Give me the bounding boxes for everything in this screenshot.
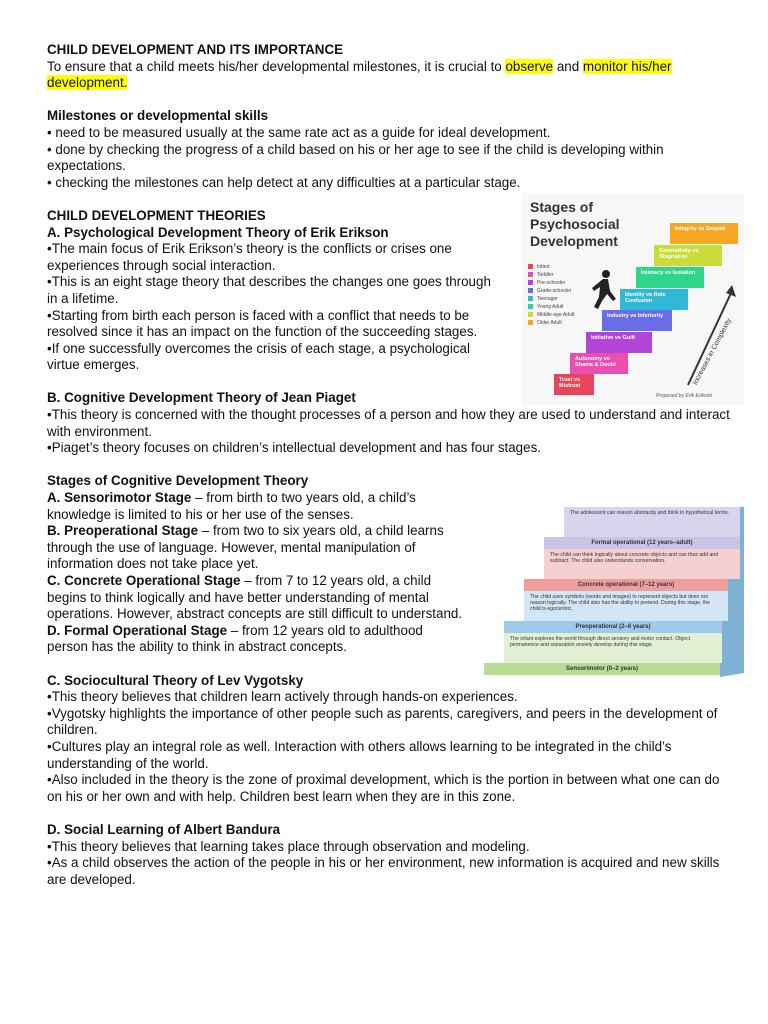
milestone-item: • done by checking the progress of a child based on his or her age to see if the child is developing within expectations. bbox=[47, 141, 664, 174]
step-label: Initiative vs Guilt bbox=[591, 335, 636, 341]
bandura-point: •As a child observes the action of the people in his or her environment, new information is acquired and new skills are developed. bbox=[47, 855, 720, 887]
erikson-point: •If one successfully overcomes the crisis of each stage, a psychological virtue emerges. bbox=[47, 340, 470, 373]
piaget-point: •This theory is concerned with the thought processes of a person and how they are used to understand and interact with environment. bbox=[47, 407, 730, 439]
legend-label: Teenager bbox=[537, 296, 558, 302]
stage-item bbox=[47, 490, 467, 523]
intro-paragraph bbox=[47, 59, 737, 92]
figure-title: Stages of Psychosocial Development bbox=[530, 199, 620, 249]
tier-description: The infant explores the world through direct sensory and motor contact. Object permanence and separation anxiety develop during this stage. bbox=[510, 636, 691, 648]
erikson-heading: A. Psychological Development Theory of Erik Erikson bbox=[47, 224, 389, 240]
legend-swatch bbox=[528, 280, 533, 285]
legend-swatch bbox=[528, 296, 533, 301]
highlight-observe: observe bbox=[505, 58, 554, 74]
stage-tier bbox=[504, 633, 722, 663]
legend-item bbox=[528, 303, 574, 311]
tier-description: The child uses symbols (words and images) to represent objects but does not reason logically. The child also has the ability to pretend. During this stage, the child is egocentric. bbox=[530, 594, 711, 612]
stage-name: D. Formal Operational Stage bbox=[47, 622, 228, 638]
piaget-point: •Piaget’s theory focuses on children’s intellectual development and has four stages. bbox=[47, 440, 541, 456]
climbing-person-icon bbox=[588, 269, 618, 309]
stage-step bbox=[620, 289, 688, 310]
legend-label: Middle-age Adult bbox=[537, 312, 575, 318]
stage-tier bbox=[524, 591, 728, 621]
stage-step bbox=[602, 310, 672, 331]
bandura-heading: D. Social Learning of Albert Bandura bbox=[47, 821, 281, 837]
stage-step bbox=[554, 374, 594, 395]
milestone-item: • checking the milestones can help detect at any difficulties at a particular stage. bbox=[47, 174, 521, 190]
legend-swatch bbox=[528, 264, 533, 269]
vygotsky-point: •This theory believes that children learn actively through hands-on experiences. bbox=[47, 689, 518, 705]
intro-text-mid: and bbox=[553, 58, 583, 74]
legend-swatch bbox=[528, 272, 533, 277]
step-label: Trust vs Mistrust bbox=[559, 377, 581, 389]
tier-label-text: Formal operational (12 years–adult) bbox=[591, 540, 693, 546]
stage-step bbox=[670, 223, 738, 244]
complexity-arrow-icon bbox=[680, 281, 740, 391]
legend-label: Grade-schooler bbox=[537, 288, 572, 294]
stage-name: A. Sensorimotor Stage bbox=[47, 490, 192, 506]
step-label: Identity vs Role Confusion bbox=[625, 292, 666, 304]
legend-item bbox=[528, 287, 574, 295]
stages-heading: Stages of Cognitive Development Theory bbox=[47, 473, 309, 489]
stage-name: C. Concrete Operational Stage bbox=[47, 573, 241, 588]
legend-swatch bbox=[528, 304, 533, 309]
erikson-point: •This is an eight stage theory that describes the changes one goes through in a lifetime. bbox=[47, 274, 491, 306]
stage-item bbox=[47, 523, 467, 573]
vygotsky-heading: C. Sociocultural Theory of Lev Vygotsky bbox=[47, 672, 304, 688]
stage-step bbox=[570, 353, 628, 374]
cognitive-stages-section bbox=[47, 473, 467, 656]
step-label: Intimacy vs Isolation bbox=[641, 270, 696, 276]
legend-label: Toddler bbox=[537, 272, 554, 278]
intro-text: To ensure that a child meets his/her developmental milestones, it is crucial to bbox=[47, 58, 506, 74]
stage-tier bbox=[564, 507, 740, 537]
stage-text: – from birth to two years old, a child’s knowledge is limited to his or her use of the senses. bbox=[47, 490, 416, 522]
erikson-point: •Starting from birth each person is faced with a conflict that needs to be resolved since it has an impact on the function of the succeeding stages. bbox=[47, 307, 478, 340]
complexity-label: Increases in Complexity bbox=[692, 317, 734, 387]
document-body bbox=[47, 42, 737, 888]
legend-swatch bbox=[528, 288, 533, 293]
highlight-monitor: monitor his/her development. bbox=[47, 58, 672, 91]
tier-label-text: Sensorimotor (0–2 years) bbox=[565, 666, 639, 672]
step-label: Industry vs Inferiority bbox=[607, 313, 664, 319]
legend-label: Older Adult bbox=[537, 320, 562, 326]
milestones-heading: Milestones or developmental skills bbox=[47, 108, 269, 124]
piaget-heading: B. Cognitive Development Theory of Jean Piaget bbox=[47, 390, 356, 406]
step-label: Autonomy vs Shame & Doubt bbox=[575, 356, 616, 368]
piaget-stages-figure bbox=[482, 505, 752, 680]
erikson-point: •The main focus of Erik Erikson’s theory is the conflicts or crises one experiences through social interaction. bbox=[47, 241, 452, 273]
legend-label: Infant bbox=[537, 264, 550, 270]
stage-text: – from 7 to 12 years old, a child begins to think logically and have better understanding of mental operations. However, abstract concepts are still difficult to understand. bbox=[47, 573, 463, 622]
legend-swatch bbox=[528, 320, 533, 325]
legend-item bbox=[528, 311, 574, 319]
tier-description: The child can think logically about concrete objects and can thus add and subtract. The child also understands conservation. bbox=[550, 552, 719, 564]
vygotsky-point: •Also included in the theory is the zone of proximal development, which is the portion in between what one can do on his or her own and with help. Children best learn when they are in this zone. bbox=[47, 772, 720, 804]
stage-item bbox=[47, 573, 467, 623]
milestone-item: • need to be measured usually at the same rate act as a guide for ideal development. bbox=[47, 124, 551, 140]
legend-item bbox=[528, 271, 574, 279]
tier-label bbox=[524, 579, 728, 591]
legend-item bbox=[528, 295, 574, 303]
tier-label bbox=[544, 537, 740, 549]
page-title: CHILD DEVELOPMENT AND ITS IMPORTANCE bbox=[47, 42, 344, 57]
stage-name: B. Preoperational Stage bbox=[47, 523, 199, 539]
step-label: Generativity vs Stagnation bbox=[659, 248, 699, 260]
erikson-stages-figure bbox=[522, 193, 744, 405]
tier-label-text: Concrete operational (7–12 years) bbox=[577, 582, 675, 588]
step-label: Integrity vs Despair bbox=[675, 226, 727, 232]
legend-item bbox=[528, 263, 574, 271]
stage-step bbox=[654, 245, 722, 266]
erikson-section bbox=[47, 208, 505, 374]
vygotsky-point: •Vygotsky highlights the importance of other people such as parents, caregivers, and peers in the development of children. bbox=[47, 705, 718, 738]
stage-item bbox=[47, 623, 467, 656]
legend-label: Young Adult bbox=[537, 304, 564, 310]
tier-label bbox=[504, 621, 722, 633]
stage-tier bbox=[544, 549, 740, 579]
figure-credit: Proposed by Erik Erikson bbox=[656, 393, 713, 399]
legend-item bbox=[528, 319, 574, 327]
legend-item bbox=[528, 279, 574, 287]
legend-swatch bbox=[528, 312, 533, 317]
stage-text: – from two to six years old, a child learns through the use of language. However, mental manipulation of information does not take place yet. bbox=[47, 523, 444, 572]
stage-text: – from 12 years old to adulthood person has the ability to think in abstract concepts. bbox=[47, 622, 423, 655]
figure-legend bbox=[528, 263, 574, 327]
tier-label-text: Preoperational (2–6 years) bbox=[575, 624, 651, 630]
tier-label bbox=[484, 663, 720, 675]
stage-step bbox=[586, 332, 652, 353]
legend-label: Pre-schooler bbox=[537, 280, 566, 286]
vygotsky-point: •Cultures play an integral role as well. Interaction with others allows learning to be integrated in the child’s understanding of the world. bbox=[47, 738, 672, 771]
bandura-point: •This theory believes that learning takes place through observation and modeling. bbox=[47, 838, 530, 854]
tier-description: The adolescent can reason abstractly and think in hypothetical terms. bbox=[570, 510, 730, 516]
theories-heading: CHILD DEVELOPMENT THEORIES bbox=[47, 207, 266, 223]
